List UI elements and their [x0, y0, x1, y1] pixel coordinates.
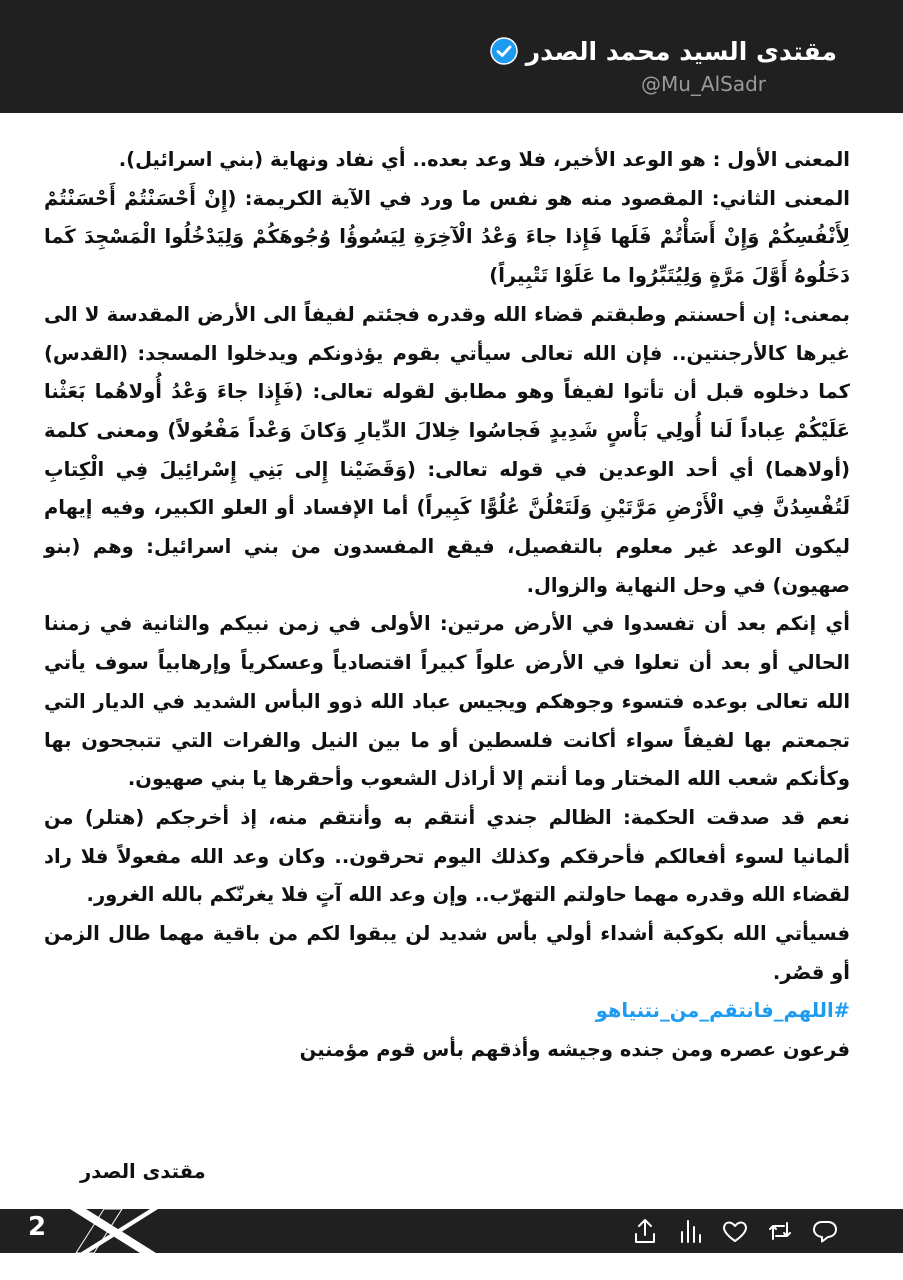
- footer-bar: [0, 1209, 903, 1253]
- paragraph-3: بمعنى: إن أحسنتم وطبقتم قضاء الله وقدره فجئتم لفيفاً الى الأرض المقدسة لا الى غيرها كالأرجنتين.. فإن الله تعالى سيأتي بقوم يؤذونكم ويدخلوا المسجد: (القدس) كما دخلوه قبل أن تأتوا لفيفاً وهو مطابق لقوله تعالى: (فَإِذا جاءَ وَعْدُ أُولاهُما بَعَثْنا عَلَيْكُمْ عِباداً لَنا أُولِي بَأْسٍ شَدِيدٍ فَجاسُوا خِلالَ الدِّيارِ وَكانَ وَعْداً مَفْعُولاً) ومعنى كلمة (أولاهما) أي أحد الوعدين في قوله تعالى: (وَقَضَيْنا إِلى بَنِي إِسْرائِيلَ فِي الْكِتابِ لَتُفْسِدُنَّ فِي الْأَرْضِ مَرَّتَيْنِ وَلَتَعْلُنَّ عُلُوًّا كَبِيراً) أما الإفساد أو العلو الكبير، وفيه إيهام ليكون الوعد غير معلوم بالتفصيل، فيقع المفسدون من بني اسرائيل: وهم (بنو صهيون) في وحل النهاية والزوال.: [44, 302, 850, 597]
- views-icon[interactable]: [675, 1216, 705, 1246]
- page-number: 2: [28, 1212, 47, 1242]
- like-icon[interactable]: [720, 1216, 750, 1246]
- meaning-1-text: : هو الوعد الأخير، فلا وعد بعده.. أي نفاد ونهاية (بني اسرائيل).: [118, 148, 728, 171]
- author-handle[interactable]: @Mu_AlSadr: [640, 72, 766, 96]
- meaning-2-text: : المقصود منه هو نفس ما ورد في الآية الكريمة: (إِنْ أَحْسَنْتُمْ أَحْسَنْتُمْ لِأَنْفُسِكُمْ وَإِنْ أَسَأْتُمْ فَلَها فَإِذا جاءَ وَعْدُ الْآخِرَةِ لِيَسُوؤُا وُجُوهَكُمْ وَلِيَدْخُلُوا الْمَسْجِدَ كَما دَخَلُوهُ أَوَّلَ مَرَّةٍ وَلِيُتَبِّرُوا ما عَلَوْا تَتْبِيراً): [44, 186, 850, 288]
- share-icon[interactable]: [630, 1216, 660, 1246]
- action-icons: [630, 1216, 840, 1246]
- signature: مقتدى الصدر: [80, 1160, 206, 1183]
- post-body: [44, 141, 850, 1070]
- paragraph-6: فسيأتي الله بكوكبة أشداء أولي بأس شديد لن يبقوا لكم من باقية مهما طال الزمن أو قصُر.: [44, 922, 850, 984]
- paragraph-7: فرعون عصره ومن جنده وجيشه وأذقهم بأس قوم مؤمنين: [299, 1038, 850, 1062]
- paragraph-4: أي إنكم بعد أن تفسدوا في الأرض مرتين: الأولى في زمن نبيكم والثانية في زمننا الحالي أو بعد أن تعلوا في الأرض علواً كبيراً اقتصادياً وعسكرياً وإرهابياً سوف يأتي الله تعالى بوعده فتسوء وجوهكم ويجيس عباد الله ذوو البأس الشديد في الديار التي تجمعتم بها لفيفاً سواء أكانت فلسطين أو ما بين النيل والفرات التي تتبجحون بها وكأنكم شعب الله المختار وما أنتم إلا أراذل الشعوب وأحقرها يا بني صهيون.: [44, 612, 850, 791]
- paragraph-5: نعم قد صدقت الحكمة: الظالم جندي أنتقم به وأنتقم منه، إذ أخرجكم (هتلر) من ألمانيا لسوء أفعالكم فأحرقكم وكذلك اليوم تحرقون.. وكان وعد الله مفعولاً فلا راد لقضاء الله وقدره مهما حاولتم التهرّب.. وإن وعد الله آتٍ فلا يغرنّكم بالله الغرور.: [44, 805, 850, 907]
- hashtag-link[interactable]: #اللهم_فانتقم_من_نتنياهو: [595, 999, 850, 1023]
- meaning-2-label: المعنى الثاني: [719, 186, 850, 210]
- reply-icon[interactable]: [810, 1216, 840, 1246]
- verified-badge-icon: [490, 37, 518, 65]
- post-header: [0, 0, 903, 113]
- repost-icon[interactable]: [765, 1216, 795, 1246]
- meaning-1-label: المعنى الأول: [727, 148, 850, 171]
- author-row[interactable]: [490, 34, 837, 68]
- author-display-name[interactable]: مقتدى السيد محمد الصدر: [525, 36, 837, 66]
- paragraph-1: [44, 141, 850, 180]
- x-logo-icon: [64, 1209, 164, 1253]
- paragraph-2: [44, 180, 850, 296]
